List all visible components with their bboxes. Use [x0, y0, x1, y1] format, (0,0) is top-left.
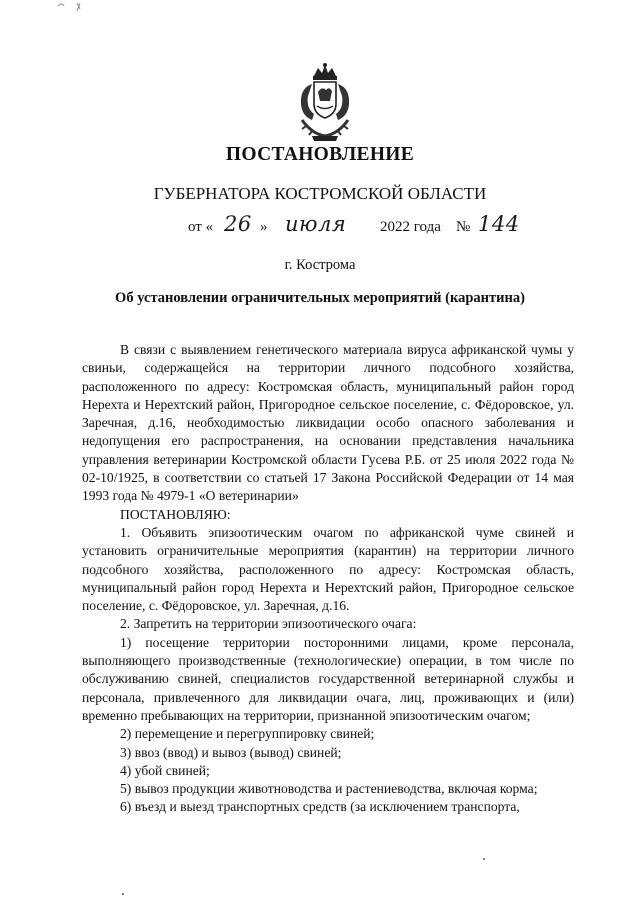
scan-speck [122, 893, 124, 895]
document-heading: Об установлении ограничительных мероприятий (карантина) [115, 290, 525, 306]
date-prefix: от « [188, 219, 214, 235]
clause-2-item-3: 3) ввоз (ввод) и вывоз (вывод) свиней; [120, 744, 342, 760]
issuer-title: ГУБЕРНАТОРА КОСТРОМСКОЙ ОБЛАСТИ [153, 184, 487, 203]
preamble-paragraph: В связи с выявлением генетического материала вируса африканской чумы у свиньи, содержащейся на территории личного подсобного хозяйства, расположенного по адресу: Костромская область, муниципальный район город Нерехта и Нерехтский район, Пригородное сельское поселение, с. Фёдоровское, ул. Заречная, д.16, необходимостью ликвидации особо опасного заболевания и недопущения его распространения, на основании представления начальника управления ветеринарии Костромской области Гусева Р.Б. от 25 июля 2022 года № 02-10/1925, в соответствии со статьей 17 Закона Российской Федерации от 14 мая 1993 года № 4979-1 «О ветеринарии» [82, 342, 574, 504]
clause-2-item-6: 6) въезд и выезд транспортных средств (за исключением транспорта, [120, 799, 520, 815]
clause-2-item-2: 2) перемещение и перегруппировку свиней; [120, 726, 375, 742]
clause-1: 1. Объявить эпизоотическим очагом по африканской чуме свиней и установить ограничительные мероприятия (карантин) на территории личного подсобного хозяйства, расположенного по адресу: Костромская область, муниципальный район город Нерехта и Нерехтский район, Пригородное сельское поселение, с. Фёдоровское, ул. Заречная, д.16. [82, 524, 574, 614]
clause-2-item-5: 5) вывоз продукции животноводства и растениеводства, включая корма; [120, 781, 538, 797]
document-title: ПОСТАНОВЛЕНИЕ [225, 144, 415, 165]
date-year: 2022 года [380, 219, 441, 235]
handwritten-month: июля [285, 212, 347, 236]
handwritten-day: 26 [224, 212, 252, 236]
handwritten-number: 144 [478, 212, 520, 236]
document-body [82, 341, 574, 817]
date-quote-close: » [260, 219, 268, 235]
number-sign: № [456, 219, 471, 235]
scan-speck [483, 858, 485, 860]
coat-of-arms-emblem [292, 62, 358, 144]
pen-mark [55, 0, 95, 14]
clause-2: 2. Запретить на территории эпизоотического очага: [120, 616, 417, 632]
city-name: г. Кострома [284, 257, 356, 273]
clause-2-item-4: 4) убой свиней; [120, 762, 210, 778]
decree-word: ПОСТАНОВЛЯЮ: [120, 506, 231, 522]
clause-2-item-1: 1) посещение территории посторонними лицами, кроме персонала, выполняющего производственные (технологические) операции, в том числе по обслуживанию свиней, специалистов государственной ветеринарной службы и персонала, привлеченного для ликвидации очага, лиц, проживающих и (или) временно пребывающих на территории, признанной эпизоотическим очагом; [82, 634, 574, 723]
